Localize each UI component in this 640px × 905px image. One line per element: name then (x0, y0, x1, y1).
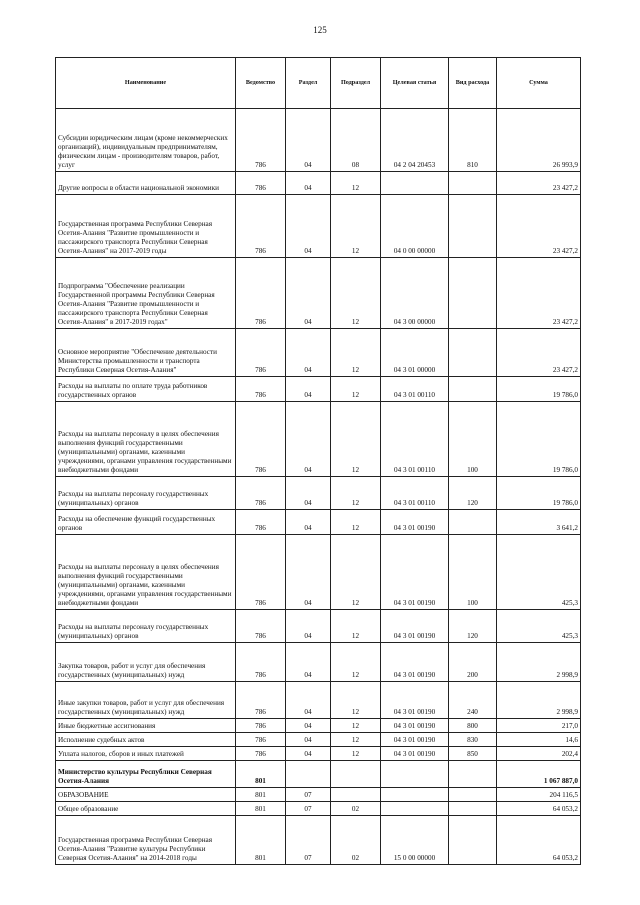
table-row (56, 402, 581, 477)
cell-department: 786 (236, 747, 286, 761)
cell-name: Государственная программа Республики Северная Осетия-Алания "Развитие культуры Республики Северная Осетия-Алания" на 2014-2018 годы (56, 816, 236, 865)
cell-name: Иные бюджетные ассигнования (56, 719, 236, 733)
cell-target-article: 04 3 01 00110 (381, 402, 449, 477)
table-row (56, 377, 581, 402)
cell-subsection: 12 (331, 733, 381, 747)
cell-section: 04 (286, 682, 331, 719)
cell-department: 786 (236, 535, 286, 610)
cell-target-article: 04 3 01 00190 (381, 610, 449, 643)
cell-sum: 19 786,0 (497, 402, 581, 477)
table-header-row (56, 58, 581, 109)
cell-expense-type (449, 788, 497, 802)
cell-name: Расходы на выплаты персоналу государственных (муниципальных) органов (56, 477, 236, 510)
cell-section: 04 (286, 610, 331, 643)
cell-section: 04 (286, 195, 331, 258)
cell-subsection: 02 (331, 802, 381, 816)
cell-sum: 3 641,2 (497, 510, 581, 535)
table-row (56, 802, 581, 816)
cell-expense-type: 200 (449, 643, 497, 682)
cell-expense-type: 100 (449, 402, 497, 477)
cell-department: 801 (236, 802, 286, 816)
table-row (56, 719, 581, 733)
cell-target-article: 15 0 00 00000 (381, 816, 449, 865)
cell-department: 786 (236, 643, 286, 682)
cell-target-article: 04 0 00 00000 (381, 195, 449, 258)
cell-section: 04 (286, 535, 331, 610)
cell-sum: 64 053,2 (497, 816, 581, 865)
cell-department: 786 (236, 510, 286, 535)
table-row (56, 761, 581, 788)
cell-expense-type: 100 (449, 535, 497, 610)
cell-section: 04 (286, 258, 331, 329)
cell-expense-type (449, 816, 497, 865)
cell-subsection: 12 (331, 402, 381, 477)
cell-name: Расходы на выплаты персоналу в целях обеспечения выполнения функций государственными (муниципальными) органами, казенными учреждениями, органами управления государственными внебюджетными фондами (56, 402, 236, 477)
cell-expense-type (449, 258, 497, 329)
table-row (56, 682, 581, 719)
table-row (56, 610, 581, 643)
table-row (56, 329, 581, 377)
cell-name: Государственная программа Республики Северная Осетия-Алания "Развитие промышленности и пассажирского транспорта Республики Северная Осетия-Алания" на 2017-2019 годы (56, 195, 236, 258)
cell-target-article (381, 788, 449, 802)
cell-target-article: 04 3 01 00190 (381, 510, 449, 535)
header-expense-type: Вид расхода (449, 58, 497, 109)
cell-sum: 2 998,9 (497, 643, 581, 682)
cell-expense-type (449, 761, 497, 788)
cell-name: Расходы на обеспечение функций государственных органов (56, 510, 236, 535)
cell-target-article: 04 3 01 00190 (381, 719, 449, 733)
cell-department: 786 (236, 172, 286, 195)
cell-name: Уплата налогов, сборов и иных платежей (56, 747, 236, 761)
table-row (56, 643, 581, 682)
cell-department: 801 (236, 761, 286, 788)
cell-department: 786 (236, 477, 286, 510)
cell-section: 07 (286, 816, 331, 865)
cell-section: 04 (286, 377, 331, 402)
cell-expense-type (449, 510, 497, 535)
page-number: 125 (313, 25, 327, 35)
cell-department: 786 (236, 258, 286, 329)
cell-subsection: 12 (331, 477, 381, 510)
cell-sum: 2 998,9 (497, 682, 581, 719)
cell-name: Основное мероприятие "Обеспечение деятельности Министерства промышленности и транспорта Республики Северная Осетия-Алания" (56, 329, 236, 377)
cell-subsection: 12 (331, 329, 381, 377)
cell-subsection: 12 (331, 643, 381, 682)
cell-subsection: 02 (331, 816, 381, 865)
cell-target-article (381, 172, 449, 195)
budget-table (55, 57, 581, 865)
cell-target-article: 04 3 01 00190 (381, 682, 449, 719)
table-row (56, 258, 581, 329)
header-subsection: Подраздел (331, 58, 381, 109)
header-target-article: Целевая статья (381, 58, 449, 109)
cell-department: 801 (236, 816, 286, 865)
cell-department: 786 (236, 195, 286, 258)
cell-section: 04 (286, 747, 331, 761)
cell-target-article: 04 3 01 00190 (381, 733, 449, 747)
cell-name: Подпрограмма "Обеспечение реализации Государственной программы Республики Северная Осетия-Алания "Развитие промышленности и пассажирского транспорта Республики Северная Осетия-Алания" в 2017-2019 годах" (56, 258, 236, 329)
cell-name: Закупка товаров, работ и услуг для обеспечения государственных (муниципальных) нужд (56, 643, 236, 682)
cell-section: 04 (286, 402, 331, 477)
cell-sum: 204 116,5 (497, 788, 581, 802)
cell-target-article: 04 3 01 00190 (381, 747, 449, 761)
cell-expense-type: 830 (449, 733, 497, 747)
cell-expense-type: 810 (449, 109, 497, 172)
table-row (56, 109, 581, 172)
cell-target-article (381, 802, 449, 816)
header-name: Наименование (56, 58, 236, 109)
cell-subsection: 08 (331, 109, 381, 172)
cell-subsection: 12 (331, 682, 381, 719)
cell-expense-type: 800 (449, 719, 497, 733)
cell-sum: 23 427,2 (497, 329, 581, 377)
cell-name: Иные закупки товаров, работ и услуг для обеспечения государственных (муниципальных) нужд (56, 682, 236, 719)
cell-section: 04 (286, 510, 331, 535)
cell-subsection (331, 788, 381, 802)
cell-department: 801 (236, 788, 286, 802)
cell-expense-type (449, 802, 497, 816)
cell-name: Другие вопросы в области национальной экономики (56, 172, 236, 195)
cell-expense-type (449, 172, 497, 195)
cell-department: 786 (236, 719, 286, 733)
cell-expense-type: 240 (449, 682, 497, 719)
table-body (56, 109, 581, 865)
cell-expense-type: 120 (449, 477, 497, 510)
cell-section: 04 (286, 329, 331, 377)
cell-name: Расходы на выплаты персоналу в целях обеспечения выполнения функций государственными (муниципальными) органами, казенными учреждениями, органами управления государственными внебюджетными фондами (56, 535, 236, 610)
table-row (56, 733, 581, 747)
table-row (56, 535, 581, 610)
cell-target-article: 04 3 01 00110 (381, 377, 449, 402)
cell-target-article: 04 2 04 20453 (381, 109, 449, 172)
table-row (56, 477, 581, 510)
cell-expense-type (449, 329, 497, 377)
cell-subsection: 12 (331, 377, 381, 402)
cell-subsection: 12 (331, 195, 381, 258)
cell-target-article: 04 3 00 00000 (381, 258, 449, 329)
cell-name: Общее образование (56, 802, 236, 816)
cell-sum: 26 993,9 (497, 109, 581, 172)
cell-expense-type: 120 (449, 610, 497, 643)
cell-name: Субсидии юридическим лицам (кроме некоммерческих организаций), индивидуальным предпринимателям, физическим лицам - производителям товаров, работ, услуг (56, 109, 236, 172)
cell-subsection: 12 (331, 172, 381, 195)
cell-name: Расходы на выплаты персоналу государственных (муниципальных) органов (56, 610, 236, 643)
table-row (56, 816, 581, 865)
cell-sum: 425,3 (497, 535, 581, 610)
cell-sum: 23 427,2 (497, 258, 581, 329)
table-row (56, 510, 581, 535)
table-row (56, 747, 581, 761)
cell-sum: 23 427,2 (497, 172, 581, 195)
cell-section: 04 (286, 477, 331, 510)
cell-section: 07 (286, 788, 331, 802)
header-section: Раздел (286, 58, 331, 109)
header-department: Ведомство (236, 58, 286, 109)
cell-section: 04 (286, 643, 331, 682)
cell-target-article (381, 761, 449, 788)
cell-department: 786 (236, 329, 286, 377)
table-row (56, 172, 581, 195)
cell-sum: 217,0 (497, 719, 581, 733)
cell-section: 04 (286, 172, 331, 195)
cell-subsection: 12 (331, 535, 381, 610)
cell-sum: 19 786,0 (497, 377, 581, 402)
cell-subsection: 12 (331, 510, 381, 535)
cell-name: Министерство культуры Республики Северная Осетия-Алания (56, 761, 236, 788)
cell-sum: 64 053,2 (497, 802, 581, 816)
cell-department: 786 (236, 109, 286, 172)
cell-subsection: 12 (331, 747, 381, 761)
cell-section: 07 (286, 802, 331, 816)
cell-department: 786 (236, 377, 286, 402)
header-sum: Сумма (497, 58, 581, 109)
cell-target-article: 04 3 01 00000 (381, 329, 449, 377)
cell-sum: 14,6 (497, 733, 581, 747)
table-row (56, 788, 581, 802)
cell-expense-type (449, 377, 497, 402)
cell-sum: 23 427,2 (497, 195, 581, 258)
cell-name: Расходы на выплаты по оплате труда работников государственных органов (56, 377, 236, 402)
cell-subsection: 12 (331, 258, 381, 329)
cell-target-article: 04 3 01 00110 (381, 477, 449, 510)
cell-target-article: 04 3 01 00190 (381, 535, 449, 610)
cell-expense-type: 850 (449, 747, 497, 761)
cell-department: 786 (236, 610, 286, 643)
cell-subsection: 12 (331, 719, 381, 733)
cell-department: 786 (236, 402, 286, 477)
cell-department: 786 (236, 733, 286, 747)
cell-sum: 425,3 (497, 610, 581, 643)
cell-section: 04 (286, 733, 331, 747)
cell-section: 04 (286, 109, 331, 172)
cell-name: ОБРАЗОВАНИЕ (56, 788, 236, 802)
cell-sum: 19 786,0 (497, 477, 581, 510)
cell-section: 04 (286, 719, 331, 733)
cell-subsection: 12 (331, 610, 381, 643)
cell-sum: 202,4 (497, 747, 581, 761)
cell-section (286, 761, 331, 788)
cell-subsection (331, 761, 381, 788)
cell-expense-type (449, 195, 497, 258)
cell-name: Исполнение судебных актов (56, 733, 236, 747)
cell-department: 786 (236, 682, 286, 719)
cell-sum: 1 067 887,0 (497, 761, 581, 788)
table-row (56, 195, 581, 258)
cell-target-article: 04 3 01 00190 (381, 643, 449, 682)
